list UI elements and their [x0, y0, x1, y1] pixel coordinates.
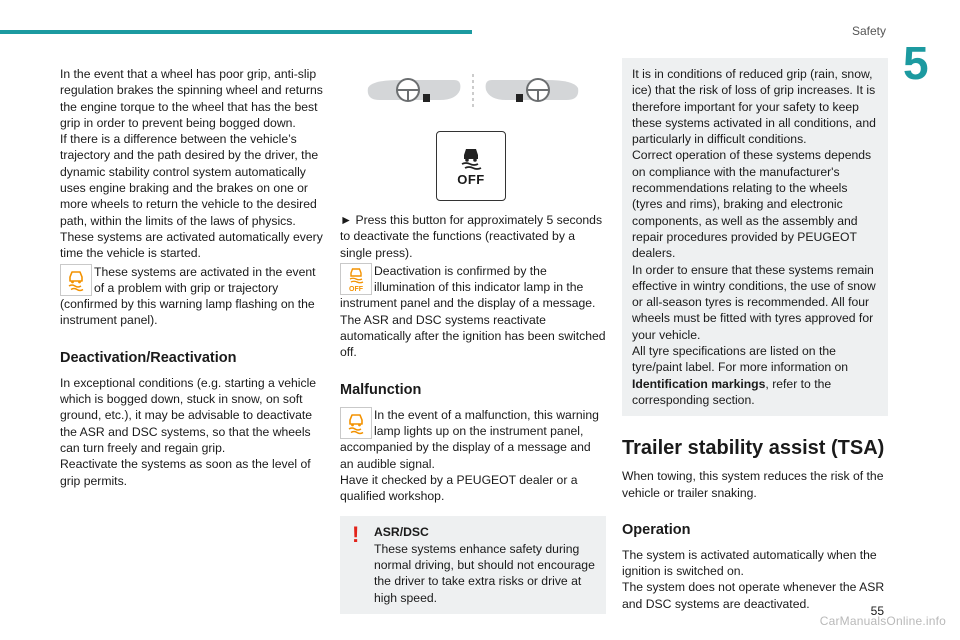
info-paragraph-4 [632, 343, 878, 408]
malfunction-warning-lamp-icon [340, 407, 372, 439]
icon-text-line2: lamp lights up on the instrument panel, [374, 423, 584, 438]
info-text-end: , refer to the corresponding section. [632, 376, 832, 407]
warning-lamp-paragraph [60, 264, 326, 329]
heading-deactivation: Deactivation/Reactivation [60, 349, 237, 366]
info-paragraph-2: Correct operation of these systems depends on compliance with the manufacturer's recommendations relating to the wheels (tyres and rims), braking and electronic components, as well as the assembly and repair procedures provided by PEUGEOT dealers. [632, 148, 872, 261]
info-paragraph-3: In order to ensure that these systems remain effective in wintry conditions, the use of snow or all-season tyres is recommended. All four wheels must be fitted with tyres approved for your vehicle. [632, 262, 876, 342]
paragraph-asr: In the event that a wheel has poor grip, anti-slip regulation brakes the spinning wheel and returns the engine torque to the wheel that has the best grip in order to prevent being bogged down. [60, 67, 323, 130]
paragraph-have-checked: Have it checked by a PEUGEOT dealer or a qualified workshop. [340, 472, 578, 504]
warning-title: ASR/DSC [374, 525, 429, 540]
icon-text-rest: accompanied by the display of a message and an audible signal. [340, 440, 591, 471]
paragraph-dsc: If there is a difference between the vehicle’s trajectory and the path desired by the driver, the dynamic stability control system automatically uses engine braking and the brakes on one or more wheels to return the vehicle to the desired path, within the limits of the laws of physics. [60, 132, 319, 228]
icon-text-rest: (confirmed by this warning lamp flashing on the instrument panel). [60, 297, 315, 328]
paragraph-auto-reactivate: The ASR and DSC systems reactivate automatically after the ignition has been switched off. [340, 312, 606, 360]
steering-wheel-lhd-rhd-icon [340, 66, 606, 130]
stability-warning-lamp-icon [60, 264, 92, 296]
warning-text: These systems enhance safety during normal driving, but should not encourage the driver to take extra risks or drive at high speed. [374, 541, 595, 605]
header-accent-bar [0, 30, 472, 34]
paragraph-activated: The system is activated automatically when the ignition is switched on. [622, 547, 877, 579]
column-middle [340, 66, 606, 614]
paragraph-auto-activation: These systems are activated automatically every time the vehicle is started. [60, 229, 323, 261]
exclamation-icon: ! [352, 522, 360, 548]
watermark: CarManualsOnline.info [819, 614, 946, 628]
page-number: 55 [870, 604, 884, 618]
deactivation-lamp-paragraph [340, 263, 606, 312]
info-text: All tyre specifications are listed on the tyre/paint label. For more information on [632, 344, 849, 375]
asr-dsc-warning-box [340, 516, 606, 613]
icon-text-rest: instrument panel and the display of a message. [340, 296, 596, 311]
icon-text-line2: illumination of this indicator lamp in the [374, 280, 584, 295]
info-paragraph-1: It is in conditions of reduced grip (rain, snow, ice) that the risk of loss of grip increases. It is therefore important for your safety to keep these systems activated in all conditions, and particularly in difficult conditions. [632, 67, 876, 147]
column-right [622, 66, 888, 612]
icon-text-line1: In the event of a malfunction, this warning [374, 407, 599, 422]
off-label: OFF [457, 171, 485, 187]
heading-tsa: Trailer stability assist (TSA) [622, 437, 885, 460]
heading-malfunction: Malfunction [340, 381, 422, 398]
svg-text:OFF: OFF [349, 285, 363, 293]
icon-text-line1: These systems are activated in the event [94, 264, 316, 279]
icon-text-line1: Deactivation is confirmed by the [374, 263, 547, 278]
identification-markings-link[interactable]: Identification markings [632, 376, 766, 391]
esp-off-lamp-icon [340, 263, 372, 295]
malfunction-lamp-paragraph [340, 407, 606, 472]
skidding-car-icon [456, 144, 486, 170]
section-title: Safety [851, 24, 886, 38]
esp-off-button [436, 131, 506, 201]
paragraph-reactivate: Reactivate the systems as soon as the level of grip permits. [60, 457, 311, 488]
icon-text-line2: of a problem with grip or trajectory [94, 280, 279, 295]
paragraph-press-button: ► Press this button for approximately 5 seconds to deactivate the functions (reactivated by a single press). [340, 213, 603, 260]
heading-operation: Operation [622, 521, 691, 538]
paragraph-towing: When towing, this system reduces the risk of the vehicle or trailer snaking. [622, 469, 884, 500]
paragraph-not-operate: The system does not operate whenever the ASR and DSC systems are deactivated. [622, 580, 885, 611]
chapter-number: 5 [903, 37, 929, 89]
dashboard-illustration [340, 66, 606, 206]
paragraph-exceptional-conditions: In exceptional conditions (e.g. starting a vehicle which is bogged down, stuck in snow, on soft ground, etc.), it may be advisable to deactivate the ASR and DSC systems, so that the wheels can turn freely and regain grip. [60, 375, 317, 455]
grip-info-box [622, 58, 888, 416]
column-left [60, 66, 326, 489]
